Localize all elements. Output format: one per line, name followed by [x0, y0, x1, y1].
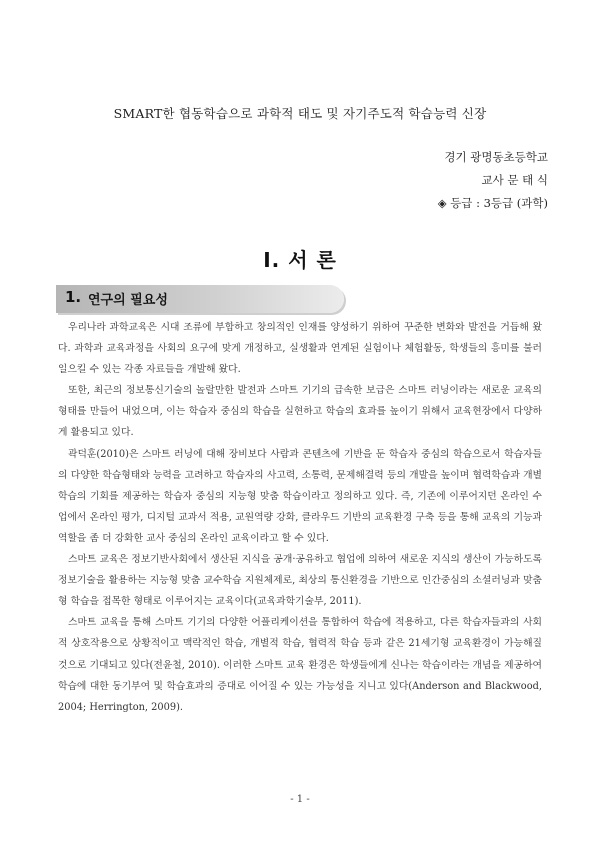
- subsection-number: 1.: [65, 288, 82, 306]
- paragraph: 스마트 교육을 통해 스마트 기기의 다양한 어플리케이션을 통합하여 학습에 적용하고, 다른 학습자들과의 사회적 상호작용으로 상황적이고 맥락적인 학습, 개별적 학습, 협력적 학습 등과 같은 21세기형 교육환경이 가능해질 것으로 기대되고 있다(전윤철, 2010). 이러한 스마트 교육 환경은 학생들에게 신나는 학습이라는 개념을 제공하여 학습에 대한 동기부여 및 학습효과의 증대로 이어질 수 있는 가능성을 지니고 있다(Anderson and Blackwood, 2004; Herrington, 2009).: [58, 617, 542, 713]
- document-title: SMART한 협동학습으로 과학적 태도 및 자기주도적 학습능력 신장: [113, 106, 487, 121]
- page-number: - 1 -: [290, 794, 310, 805]
- paragraph: 스마트 교육은 정보기반사회에서 생산된 지식을 공개·공유하고 협업에 의하여 새로운 지식의 생산이 가능하도록 정보기술을 활용하는 지능형 맞춤 교수학습 지원체제로, 최상의 통신환경을 기반으로 인간중심의 소셜러닝과 맞춤형 학습을 접목한 형태로 이루어지는 교육이다(교육과학기술부, 2011).: [58, 554, 542, 608]
- paragraph: 또한, 최근의 정보통신기술의 놀랄만한 발전과 스마트 기기의 급속한 보급은 스마트 러닝이라는 새로운 교육의 형태를 만들어 내었으며, 이는 학습자 중심의 학습을 실현하고 학습의 효과를 높이기 위해서 교육현장에서 다양하게 활용되고 있다.: [58, 385, 542, 439]
- subsection-title: 연구의 필요성: [88, 293, 168, 308]
- section-heading: Ⅰ. 서 론: [263, 248, 337, 272]
- author-school: 경기 광명동초등학교: [444, 150, 548, 164]
- author-block: [438, 146, 548, 215]
- paragraph: 우리나라 과학교육은 시대 조류에 부합하고 창의적인 인재를 양성하기 위하여 꾸준한 변화와 발전을 거듭해 왔다. 과학과 교육과정을 사회의 요구에 맞게 개정하고, 실생활과 연계된 실험이나 체험활동, 학생들의 흥미를 불러일으킬 수 있는 각종 자료들을 개발해 왔다.: [58, 322, 542, 376]
- body-text: [58, 317, 542, 718]
- author-grade: ◈ 등급 : 3등급 (과학): [437, 196, 548, 210]
- author-name: 교사 문 태 식: [481, 173, 548, 187]
- paragraph: 곽덕훈(2010)은 스마트 러닝에 대해 장비보다 사람과 콘텐츠에 기반을 둔 학습자 중심의 학습으로서 학습자들의 다양한 학습형태와 능력을 고려하고 학습자의 사고력, 소통력, 문제해결력 등의 개발을 높이며 협력학습과 개별학습의 기회를 제공하는 학습자 중심의 지능형 맞춤 학습이라고 정의하고 있다. 즉, 기존에 이루어지던 온라인 수업에서 온라인 평가, 디지털 교과서 적용, 교원역량 강화, 클라우드 기반의 교육환경 구축 등을 통해 교육의 기능과 역할을 좀 더 강화한 교사 중심의 온라인 교육이라고 할 수 있다.: [58, 448, 542, 544]
- subsection-banner: [56, 285, 344, 313]
